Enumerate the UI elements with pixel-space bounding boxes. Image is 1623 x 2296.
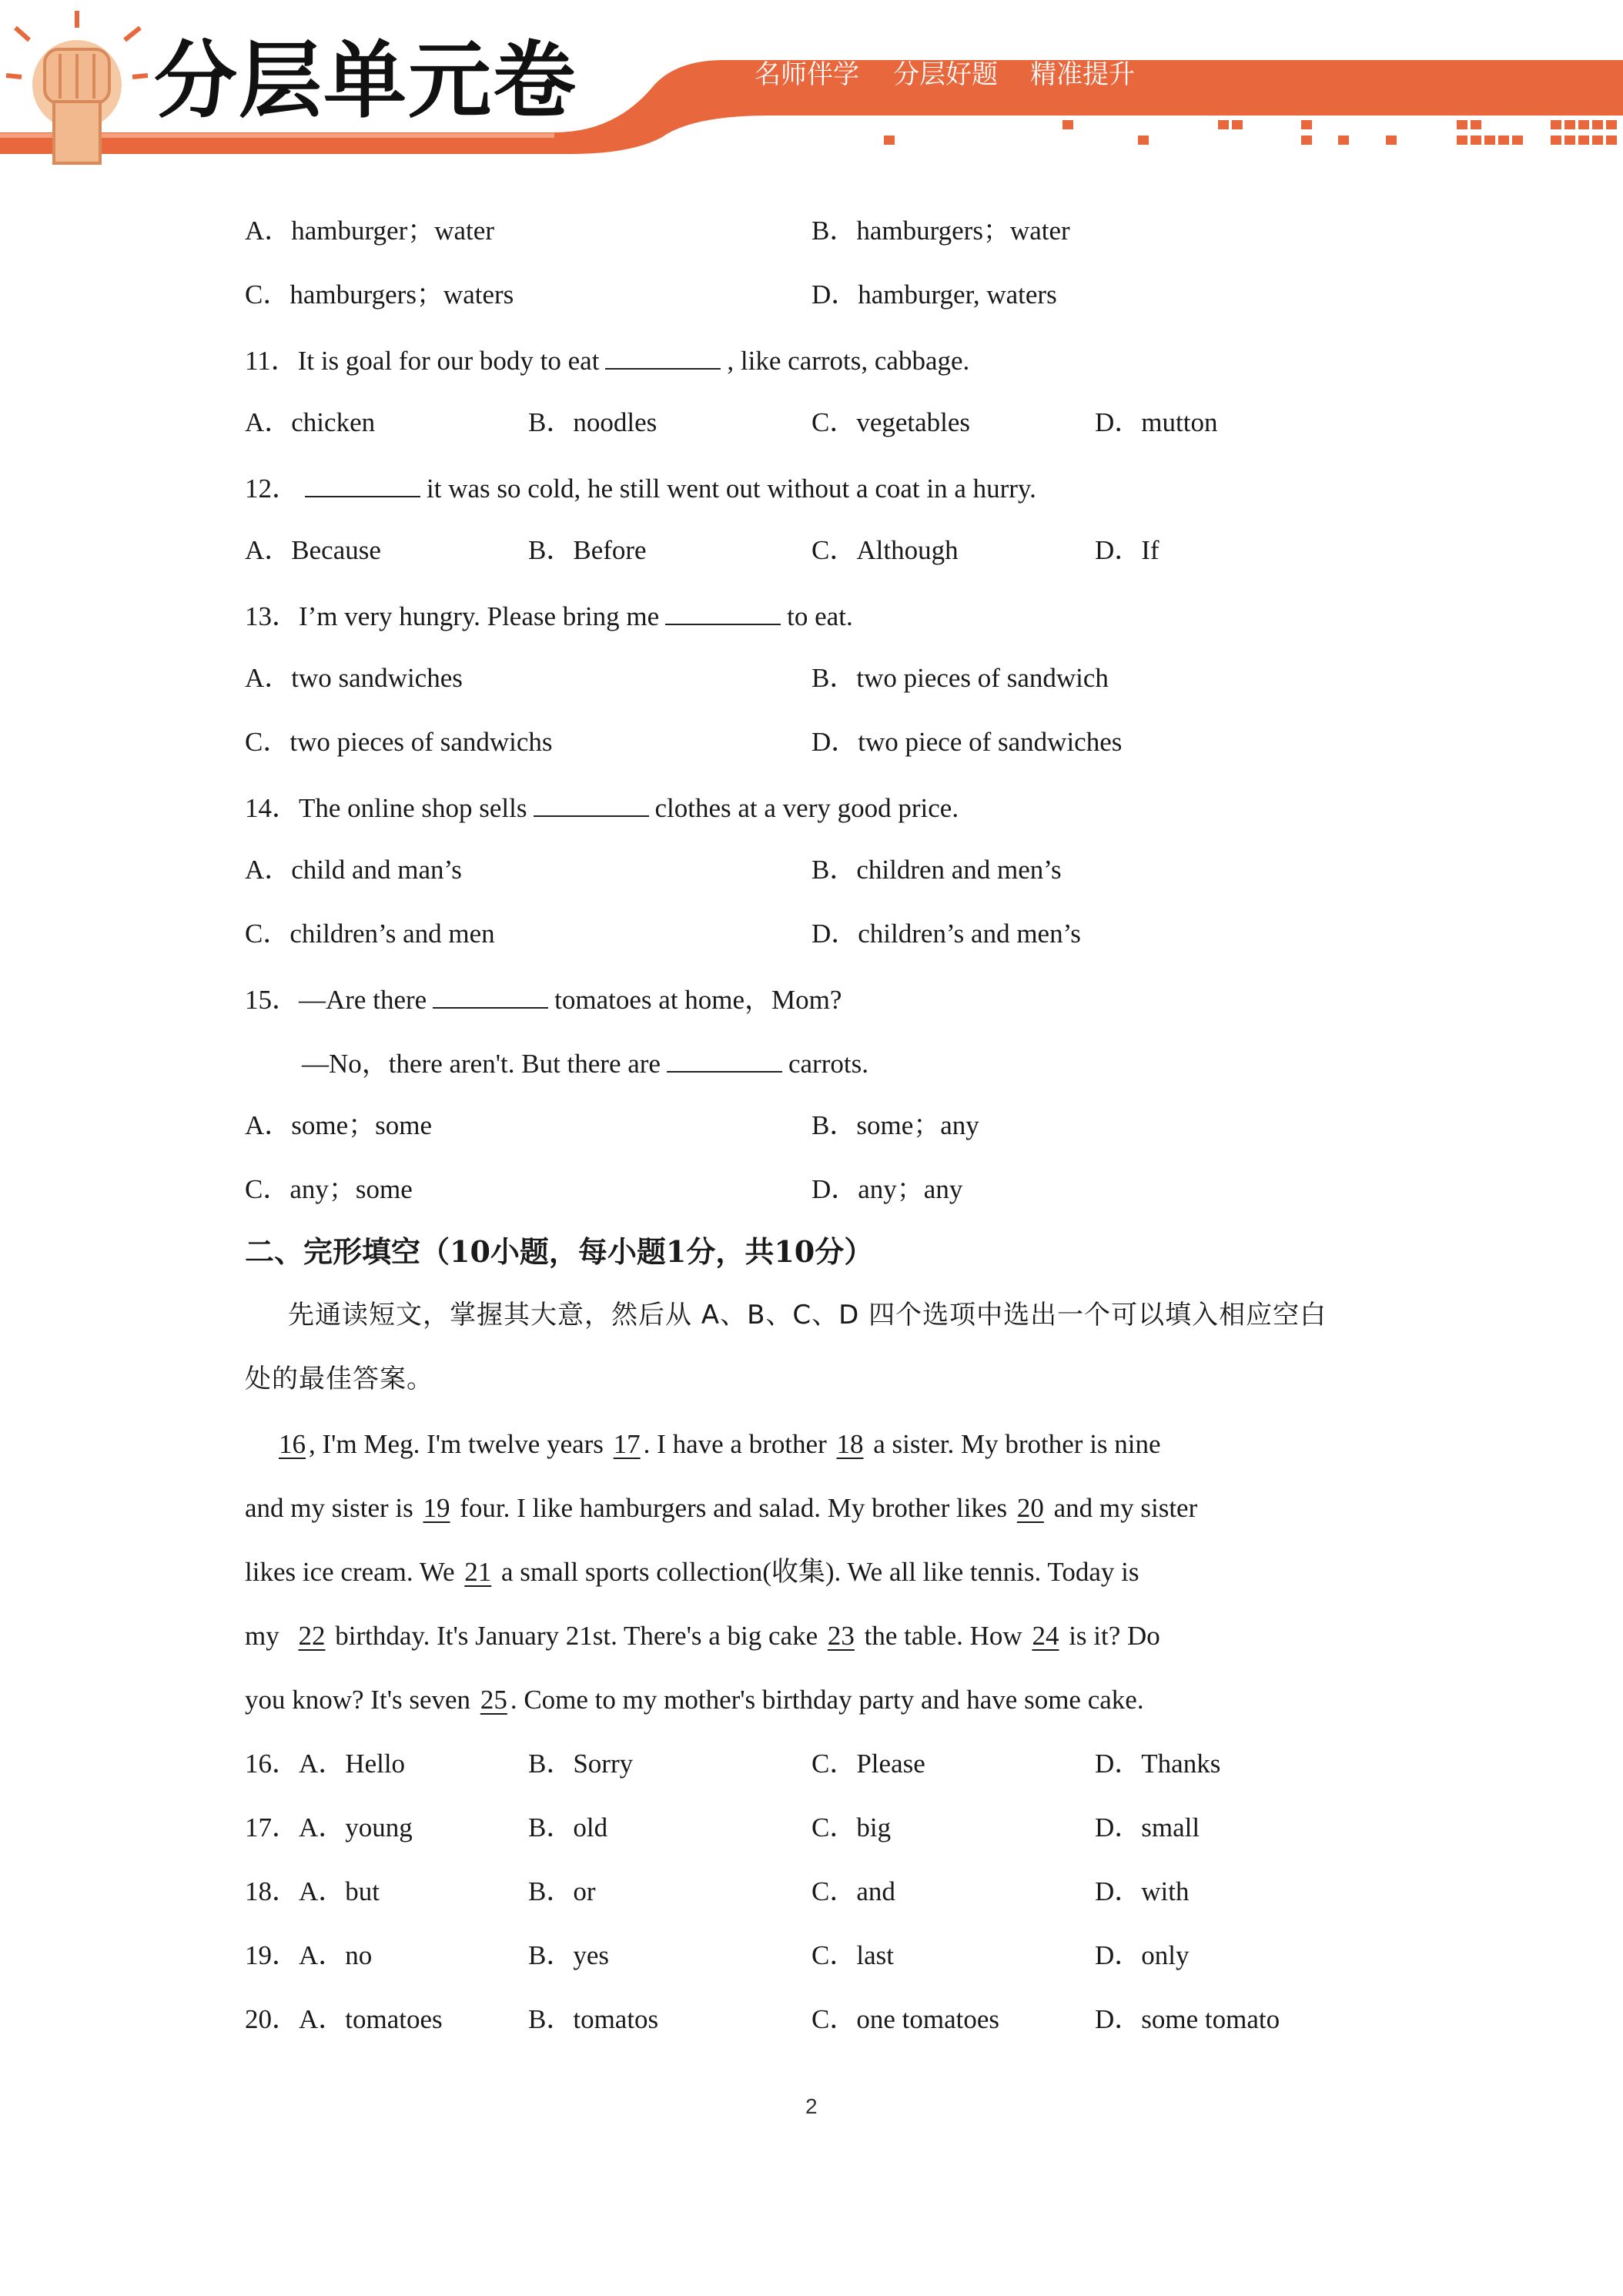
gap-23: 23 [827,1621,855,1651]
passage-l1-t1: , I'm Meg. I'm twelve years [309,1429,604,1459]
cloze-19-option-a: A．no [299,1940,373,1970]
passage-line-5 [245,1686,1144,1713]
gap-22: 22 [298,1621,326,1651]
section-2-instruction-1: 先通读短文，掌握其大意，然后从 A、B、C、D 四个选项中选出一个可以填入相应空白 [288,1300,1327,1330]
passage-l2-t0: and my sister is [245,1493,413,1523]
cloze-18-num: 18． [245,1876,300,1906]
q14-stem-post: clothes at a very good price. [654,793,959,823]
q15-option-c: C．any；some [245,1174,413,1204]
q12-option-c: C．Although [812,535,959,565]
q13-stem-pre: 13．I’m very hungry. Please bring me [245,601,660,631]
cloze-16-option-c: C．Please [812,1749,925,1779]
passage-l4-t0: my [245,1621,279,1651]
q15-stem1-pre: 15．—Are there [245,985,427,1015]
q12-option-a: A．Because [245,535,381,565]
q15-blank-2 [667,1048,782,1073]
gap-18: 18 [836,1429,864,1459]
passage-l5-t1: . Come to my mother's birthday party and have some cake. [510,1685,1144,1715]
cloze-19-option-b: B．yes [528,1940,610,1970]
brand-title: 分层单元卷 [154,33,578,129]
gap-24: 24 [1032,1621,1059,1651]
passage-l4-t1: birthday. It's January 21st. There's a big cake [335,1621,818,1651]
section-2-title: 二、完形填空（10小题，每小题1分，共10分） [245,1234,874,1269]
cloze-16-a [245,1750,405,1777]
q15-stem-2 [302,1048,868,1077]
q11-option-c: C．vegetables [812,407,971,437]
gap-25: 25 [480,1685,507,1715]
q15-stem2-pre: —No，there aren't. But there are [302,1049,661,1079]
q14-stem [245,792,959,822]
gap-16: 16 [279,1429,306,1459]
cloze-20-option-b: B．tomatos [528,2004,659,2034]
q10-option-c: C．hamburgers；waters [245,279,514,310]
q10-option-d: D．hamburger, waters [812,279,1057,310]
q11-option-d: D．mutton [1095,407,1218,437]
cloze-16-num: 16． [245,1749,300,1779]
cloze-18-option-a: A．but [299,1876,380,1906]
q11-option-a: A．chicken [245,407,376,437]
q13-option-b: B．two pieces of sandwich [812,663,1109,693]
q13-option-d: D．two piece of sandwiches [812,727,1123,757]
q14-option-c: C．children’s and men [245,919,495,949]
q13-option-a: A．two sandwiches [245,663,463,693]
cloze-20-num: 20． [245,2004,300,2034]
cloze-17-num: 17． [245,1812,300,1842]
slogan-2: 分层好题 [893,59,998,90]
q15-stem2-post: carrots. [788,1049,868,1079]
slogan-3: 精准提升 [1030,59,1135,90]
q11-blank [605,345,721,370]
q15-blank-1 [433,984,548,1009]
cloze-20-option-a: A．tomatoes [299,2004,443,2034]
cloze-18-option-b: B．or [528,1876,596,1906]
q11-stem-post: , like carrots, cabbage. [727,346,970,376]
passage-l4-t2: the table. How [864,1621,1022,1651]
cloze-16-option-d: D．Thanks [1095,1749,1221,1779]
passage-l3-t1: a small sports collection(收集). We all like tennis. Today is [501,1557,1139,1587]
q11-stem [245,345,969,374]
q12-blank [305,473,420,497]
passage-l2-t2: and my sister [1053,1493,1198,1523]
q14-option-b: B．children and men’s [812,855,1062,885]
q15-option-d: D．any；any [812,1174,963,1204]
cloze-18-option-c: C．and [812,1876,895,1906]
passage-l2-t1: four. I like hamburgers and salad. My brother likes [460,1493,1008,1523]
passage-line-3 [245,1558,1139,1585]
q15-option-a: A．some；some [245,1110,433,1140]
q12-stem [245,473,1036,502]
gap-19: 19 [423,1493,450,1523]
cloze-19-option-d: D．only [1095,1940,1190,1970]
cloze-17-option-a: A．young [299,1812,413,1842]
cloze-19-a [245,1942,372,1969]
q14-option-d: D．children’s and men’s [812,919,1081,949]
passage-l1-t3: a sister. My brother is nine [873,1429,1161,1459]
q13-stem [245,601,853,630]
q13-blank [665,601,781,625]
cloze-17-option-b: B．old [528,1812,608,1842]
cloze-20-option-d: D．some tomato [1095,2004,1280,2034]
q10-option-b: B．hamburgers；water [812,216,1070,246]
q11-stem-pre: 11．It is goal for our body to eat [245,346,600,376]
q14-option-a: A．child and man’s [245,855,462,885]
cloze-18-a [245,1878,380,1905]
cloze-16-option-b: B．Sorry [528,1749,634,1779]
passage-l3-t0: likes ice cream. We [245,1557,455,1587]
q13-stem-post: to eat. [787,601,853,631]
q10-option-a: A．hamburger；water [245,216,494,246]
q14-stem-pre: 14．The online shop sells [245,793,527,823]
page-number: 2 [805,2094,818,2118]
q12-stem-post: it was so cold, he still went out without a coat in a hurry. [427,474,1036,504]
cloze-17-a [245,1814,413,1841]
passage-l5-t0: you know? It's seven [245,1685,471,1715]
q11-option-b: B．noodles [528,407,658,437]
gap-21: 21 [464,1557,492,1587]
cloze-20-a [245,2006,443,2033]
cloze-18-option-d: D．with [1095,1876,1190,1906]
q15-stem-1 [245,984,842,1013]
q13-option-c: C．two pieces of sandwichs [245,727,553,757]
q12-option-d: D．If [1095,535,1160,565]
passage-line-4 [245,1622,1160,1649]
gap-20: 20 [1016,1493,1044,1523]
cloze-19-num: 19． [245,1940,300,1970]
cloze-17-option-c: C．big [812,1812,892,1842]
cloze-19-option-c: C．last [812,1940,894,1970]
q12-option-b: B．Before [528,535,647,565]
cloze-20-option-c: C．one tomatoes [812,2004,999,2034]
cloze-17-option-d: D．small [1095,1812,1200,1842]
q15-option-b: B．some；any [812,1110,979,1140]
passage-l4-t3: is it? Do [1069,1621,1160,1651]
section-2-instruction-2: 处的最佳答案。 [245,1364,433,1394]
passage-l1-t2: . I have a brother [643,1429,827,1459]
slogan-1: 名师伴学 [755,59,859,90]
gap-17: 17 [613,1429,641,1459]
q12-stem-pre: 12． [245,474,300,504]
cloze-16-option-a: A．Hello [299,1749,406,1779]
passage-line-1 [276,1431,1161,1458]
q14-blank [534,792,649,817]
q15-stem1-post: tomatoes at home，Mom? [554,985,842,1015]
passage-line-2 [245,1494,1197,1521]
